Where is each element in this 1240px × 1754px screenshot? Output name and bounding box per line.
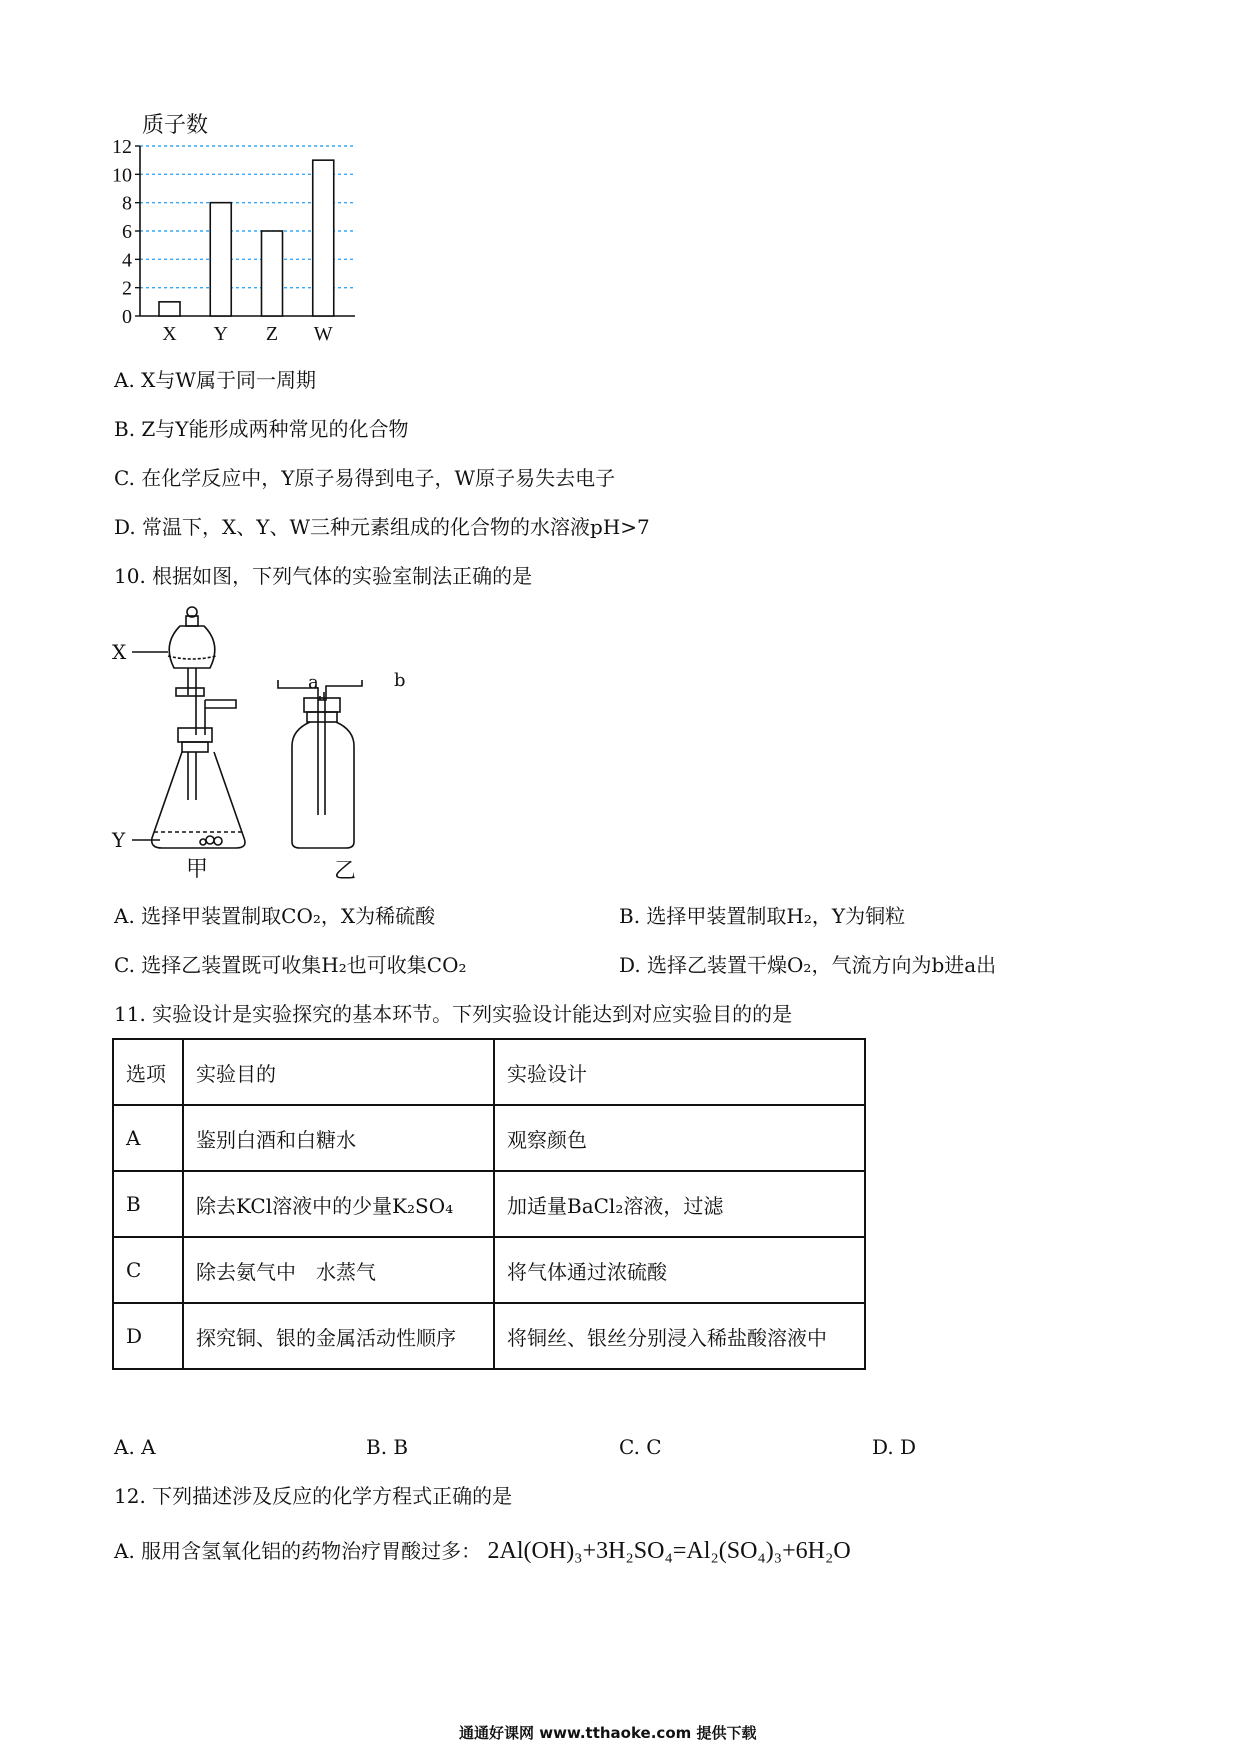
- table-cell: 鉴别白酒和白糖水: [183, 1105, 494, 1171]
- label-y: Y: [112, 828, 126, 852]
- table-cell: 加适量BaCl₂溶液，过滤: [494, 1171, 865, 1237]
- proton-bar-chart: [100, 108, 370, 352]
- table-cell: 除去KCl溶液中的少量K₂SO₄: [183, 1171, 494, 1237]
- y-tick-label: 0: [122, 306, 132, 328]
- table-header-row: [113, 1039, 865, 1105]
- table-cell: A: [113, 1105, 183, 1171]
- table-header-cell: 实验目的: [183, 1039, 494, 1105]
- q12-option-a-equation: 2Al(OH)₃+3H₂SO₄=Al₂(SO₄)₃+6H₂O: [487, 1538, 851, 1564]
- q9-option-c: C. 在化学反应中，Y原子易得到电子，W原子易失去电子: [114, 466, 616, 490]
- q10-option-c: C. 选择乙装置既可收集H₂也可收集CO₂: [114, 953, 467, 977]
- q9-option-d: D. 常温下，X、Y、W三种元素组成的化合物的水溶液pH>7: [114, 515, 650, 539]
- table-cell: 观察颜色: [494, 1105, 865, 1171]
- q11-option-c: C. C: [619, 1435, 662, 1459]
- table-cell: 将气体通过浓硫酸: [494, 1237, 865, 1303]
- label-yi: 乙: [334, 859, 357, 884]
- q12-option-a-text: A. 服用含氢氧化铝的药物治疗胃酸过多：: [114, 1539, 482, 1563]
- y-tick-label: 12: [112, 136, 132, 158]
- experiment-table: [112, 1038, 866, 1370]
- apparatus-svg: [110, 600, 410, 890]
- table-header-cell: 实验设计: [494, 1039, 865, 1105]
- x-tick-label: Z: [265, 323, 279, 345]
- table-row: [113, 1303, 865, 1369]
- chart-svg: [100, 108, 370, 348]
- table-cell: D: [113, 1303, 183, 1369]
- gas-bottle-yi: [278, 680, 362, 848]
- y-tick-label: 2: [122, 277, 132, 300]
- bar-z: [262, 231, 283, 316]
- q11-option-b: B. B: [366, 1435, 409, 1459]
- label-b: b: [394, 670, 406, 691]
- table-cell: 探究铜、银的金属活动性顺序: [183, 1303, 494, 1369]
- table-cell: 除去氨气中 水蒸气: [183, 1237, 494, 1303]
- q10-option-d: D. 选择乙装置干燥O₂，气流方向为b进a出: [619, 953, 997, 977]
- label-x: X: [112, 640, 127, 664]
- table-row: [113, 1105, 865, 1171]
- table-header-cell: 选项: [113, 1039, 183, 1105]
- y-tick-label: 8: [122, 192, 132, 215]
- q12-option-a: [114, 1538, 851, 1564]
- table-row: [113, 1237, 865, 1303]
- y-tick-label: 10: [112, 164, 132, 187]
- table-cell: B: [113, 1171, 183, 1237]
- y-tick-label: 4: [122, 249, 132, 272]
- x-tick-label: Y: [213, 323, 228, 345]
- table-cell: C: [113, 1237, 183, 1303]
- q10-option-a: A. 选择甲装置制取CO₂，X为稀硫酸: [114, 904, 436, 928]
- bar-x: [159, 302, 180, 316]
- q11-option-a: A. A: [114, 1435, 156, 1459]
- x-tick-label: W: [313, 323, 333, 345]
- bar-y: [210, 203, 231, 316]
- q11-stem: 11. 实验设计是实验探究的基本环节。下列实验设计能达到对应实验目的的是: [114, 1002, 793, 1026]
- flask-apparatus-jia: [132, 607, 245, 848]
- label-a: a: [308, 672, 319, 693]
- apparatus-figure: [110, 600, 410, 894]
- q10-option-b: B. 选择甲装置制取H₂，Y为铜粒: [619, 904, 906, 928]
- footer-credit: 通通好课网 www.tthaoke.com 提供下载: [459, 1724, 757, 1742]
- table-cell: 将铜丝、银丝分别浸入稀盐酸溶液中: [494, 1303, 865, 1369]
- y-axis-label: 质子数: [142, 112, 209, 137]
- q12-stem: 12. 下列描述涉及反应的化学方程式正确的是: [114, 1484, 513, 1508]
- q10-stem: 10. 根据如图，下列气体的实验室制法正确的是: [114, 564, 533, 588]
- table-row: [113, 1171, 865, 1237]
- label-jia: 甲: [186, 857, 209, 882]
- q9-option-a: A. X与W属于同一周期: [114, 368, 316, 392]
- q9-option-b: B. Z与Y能形成两种常见的化合物: [114, 417, 409, 441]
- q11-option-d: D. D: [872, 1435, 917, 1459]
- y-tick-label: 6: [122, 221, 132, 243]
- x-tick-label: X: [162, 323, 177, 345]
- bar-w: [313, 160, 334, 316]
